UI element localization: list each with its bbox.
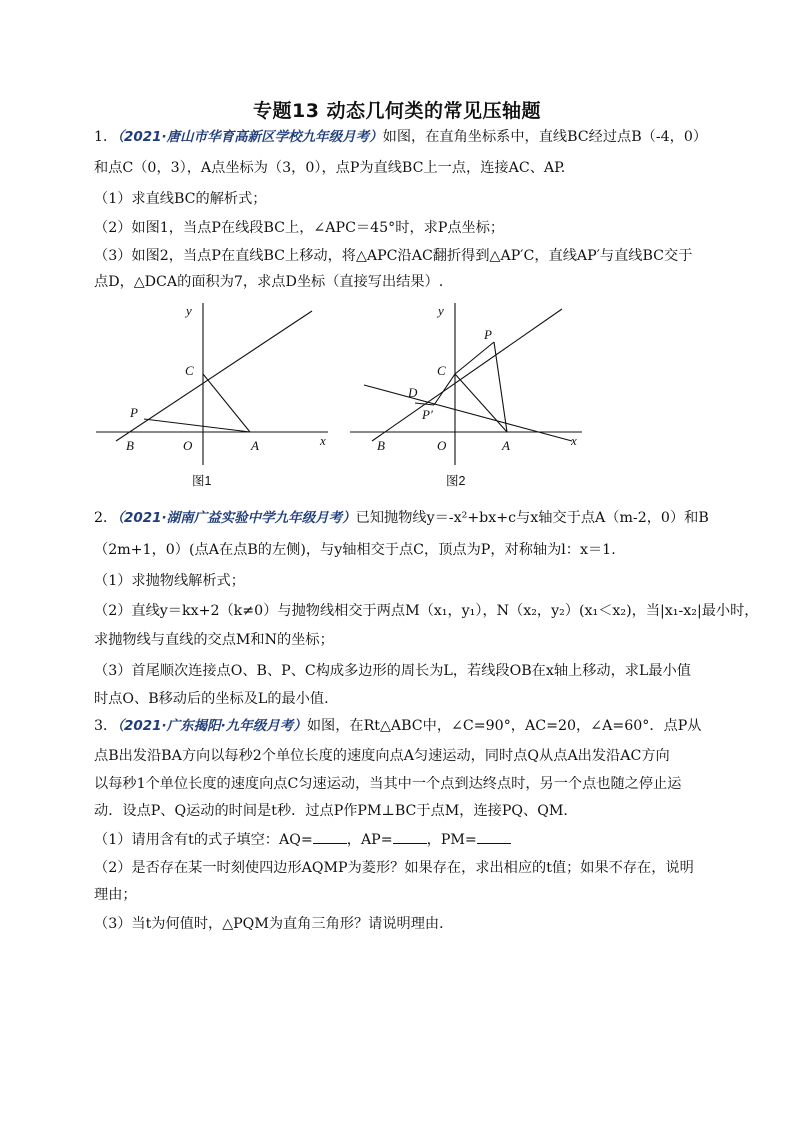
q3-line-4: 动．设点P、Q运动的时间是t秒．过点P作PM⊥BC于点M，连接PQ、QM． — [94, 803, 578, 819]
fig2-label-b: B — [377, 438, 385, 453]
answer-blank-pm[interactable] — [477, 829, 511, 844]
q3-line-3: 以每秒1个单位长度的速度向点C匀速运动，当其中一个点到达终点时，另一个点也随之停止运 — [94, 776, 682, 792]
q1-part-3: （3）如图2，当点P在直线BC上移动，将△APC沿AC翻折得到△AP′C，直线AP′与直线BC交于 — [94, 248, 693, 264]
fig2-label-c: C — [437, 363, 446, 378]
fig2-segment-pa — [494, 342, 507, 432]
figure-2 — [342, 295, 592, 495]
q2-source: （2021·湖南广益实验中学九年级月考） — [117, 510, 356, 526]
q2-line-2: （2m+1，0）(点A在点B的左侧)，与y轴相交于点C，顶点为P，对称轴为l：x＝1. — [94, 542, 616, 558]
fig2-label-p: P — [484, 327, 492, 342]
q3-number: 3． — [94, 718, 118, 734]
q2-part-3-cont: 时点O、B移动后的坐标及L的最小值. — [94, 691, 329, 707]
q3-part-2-cont: 理由； — [94, 887, 137, 903]
q2-part-1: （1）求抛物线解析式； — [94, 573, 245, 589]
q3-part-1 — [94, 829, 511, 850]
fig1-label-o: O — [183, 438, 193, 453]
q1-part-3-cont: 点D，△DCA的面积为7，求点D坐标（直接写出结果）. — [94, 274, 444, 290]
q1-number: 1． — [94, 129, 118, 145]
fig2-label-a: A — [502, 438, 510, 453]
q1-line-2: 和点C（0，3），A点坐标为（3，0），点P为直线BC上一点，连接AC、AP. — [94, 160, 566, 176]
q3-part-3: （3）当t为何值时，△PQM为直角三角形？请说明理由． — [94, 916, 454, 932]
fig1-label-c: C — [185, 363, 194, 378]
q1-part-1: （1）求直线BC的解析式； — [94, 191, 267, 207]
q2-text-1: 已知抛物线y＝-x²+bx+c与x轴交于点A（m-2，0）和B — [355, 510, 709, 526]
q1-part-2: （2）如图1，当点P在线段BC上，∠APC＝45°时，求P点坐标； — [94, 220, 505, 236]
q1-line-1 — [94, 127, 707, 147]
q1-source: （2021·唐山市华育高新区学校九年级月考） — [117, 129, 383, 145]
fig2-label-p-prime: P′ — [422, 407, 433, 422]
answer-blank-ap[interactable] — [393, 829, 427, 844]
page-title: 专题13 动态几何类的常见压轴题 — [252, 100, 542, 122]
q3-source: （2021·广东揭阳·九年级月考） — [117, 718, 307, 734]
q3-text-1: 如图，在Rt△ABC中，∠C=90°，AC=20，∠A=60°．点P从 — [306, 718, 702, 734]
fig2-label-d: D — [408, 385, 418, 400]
fig1-label-p: P — [130, 405, 138, 420]
fig1-segment-pa — [144, 419, 250, 432]
fig1-line-bc — [116, 311, 312, 441]
fig2-label-y: y — [438, 303, 444, 318]
q3-part-2: （2）是否存在某一时刻使四边形AQMP为菱形？如果存在，求出相应的t值；如果不存在，说明 — [94, 860, 694, 876]
q3-part-1-text-b: ，AP= — [346, 832, 393, 848]
q2-part-2-cont: 求抛物线与直线的交点M和N的坐标； — [94, 632, 334, 648]
q2-number: 2． — [94, 510, 118, 526]
fig2-line-bc — [372, 309, 562, 441]
q3-line-1 — [94, 716, 702, 736]
q1-text-1: 如图，在直角坐标系中，直线BC经过点B（-4，0） — [382, 129, 708, 145]
fig1-label-b: B — [126, 438, 134, 453]
fig2-segment-cp2 — [434, 374, 455, 405]
q3-part-1-text-a: （1）请用含有t的式子填空：AQ= — [94, 832, 313, 848]
fig1-label-a: A — [251, 438, 259, 453]
fig1-label-y: y — [186, 303, 192, 318]
q2-part-2: （2）直线y＝kx+2（k≠0）与抛物线相交于两点M（x₁，y₁），N（x₂，y₂）(x₁＜x₂)，当|x₁-x₂|最小时， — [94, 603, 759, 619]
q3-line-2: 点B出发沿BA方向以每秒2个单位长度的速度向点A匀速运动，同时点Q从点A出发沿AC方向 — [94, 748, 670, 764]
figure-1 — [88, 295, 338, 495]
fig2-caption: 图2 — [446, 474, 466, 488]
fig1-label-x: x — [320, 433, 326, 448]
q3-part-1-text-c: ，PM= — [426, 832, 477, 848]
fig2-segment-ca — [455, 374, 507, 432]
q2-line-1 — [94, 508, 709, 528]
fig2-line-ap2 — [364, 385, 572, 441]
fig1-segment-ca — [203, 374, 250, 432]
fig2-label-x: x — [571, 433, 577, 448]
q2-part-3: （3）首尾顺次连接点O、B、P、C构成多边形的周长为L，若线段OB在x轴上移动，求L最小值 — [94, 663, 691, 679]
answer-blank-aq[interactable] — [313, 829, 347, 844]
fig2-label-o: O — [437, 438, 447, 453]
fig1-caption: 图1 — [192, 474, 212, 488]
